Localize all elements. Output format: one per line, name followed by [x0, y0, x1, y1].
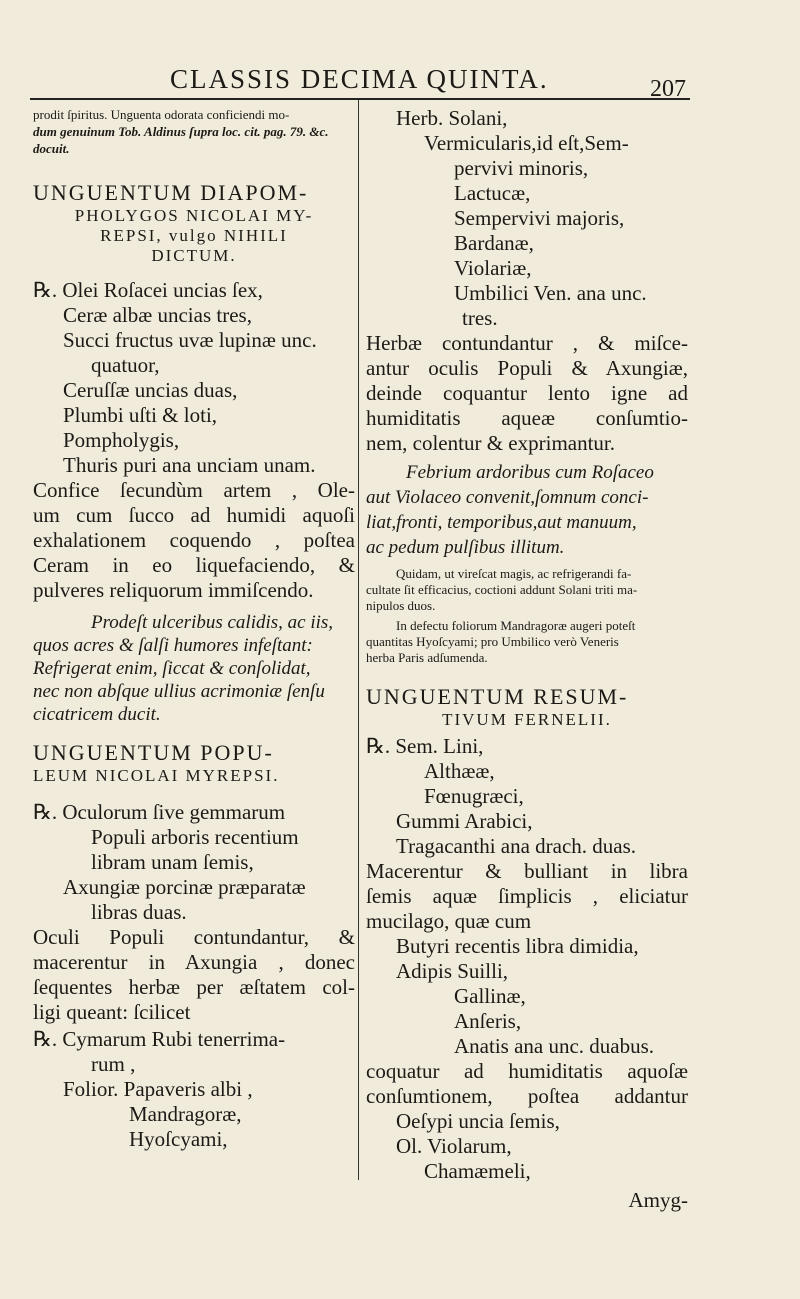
recipe-line: quatuor,	[91, 353, 160, 377]
method-line: Ol. Violarum,	[396, 1134, 512, 1158]
right-column	[366, 106, 688, 1213]
recipe-line: Herb. Solani,	[396, 106, 508, 130]
recipe-line: Sempervivi majoris,	[454, 206, 625, 230]
recipe-line: Succi fructus uvæ lupinæ unc.	[63, 328, 317, 352]
section-subheading: TIVUM FERNELII.	[442, 710, 612, 729]
recipe-list	[366, 934, 688, 1059]
recipe-line: ℞. Cymarum Rubi tenerrima-	[33, 1027, 286, 1051]
usage-line: ac pedum pulſibus illitum.	[366, 537, 565, 558]
footnote-2	[366, 618, 688, 666]
left-column	[33, 106, 355, 1152]
section-subheading: REPSI, vulgo NIHILI	[100, 226, 288, 245]
recipe-line: Anatis ana unc. duabus.	[454, 1034, 655, 1058]
recipe-line: libram unam ſemis,	[91, 850, 254, 874]
method-line: pulveres reliquorum immiſcendo.	[33, 578, 314, 602]
recipe-line: Thuris puri ana unciam unam.	[63, 453, 316, 477]
recipe-line: pervivi minoris,	[454, 156, 589, 180]
recipe-line: Butyri recentis libra dimidia,	[396, 934, 639, 958]
page-title: CLASSIS DECIMA QUINTA.	[170, 64, 549, 94]
recipe-line: Pompholygis,	[63, 428, 180, 452]
recipe-list	[33, 800, 355, 925]
footnote-1	[366, 566, 688, 614]
recipe-line: Axungiæ porcinæ præparatæ	[63, 875, 306, 899]
recipe-list	[366, 734, 688, 859]
recipe-continued	[366, 106, 688, 331]
top-note	[33, 106, 355, 157]
recipe-list	[33, 278, 355, 478]
recipe-line: Violariæ,	[454, 256, 532, 280]
recipe-list	[33, 1027, 355, 1152]
method-paragraph	[366, 859, 688, 934]
usage-line: cicatricem ducit.	[33, 704, 161, 725]
usage-line: liat,fronti, temporibus,aut manuum,	[366, 512, 637, 533]
method-line: Macerentur & bulliant in libra	[366, 859, 688, 883]
catchword: Amyg-	[628, 1188, 688, 1212]
section-subheading: DICTUM.	[151, 246, 237, 265]
method-paragraph	[366, 331, 688, 456]
recipe-line: ℞. Oculorum ſive gemmarum	[33, 800, 286, 824]
recipe-line: Folior. Papaveris albi ,	[63, 1077, 253, 1101]
method-line: nem, colentur & exprimantur.	[366, 431, 616, 455]
page-number: 207	[650, 76, 686, 102]
usage-line: nec non abſque ullius acrimoniæ ſenſu	[33, 681, 325, 702]
method-line: Herbæ contundantur , & miſce-	[366, 331, 688, 355]
section-heading: UNGUENTUM POPU-	[33, 740, 274, 765]
recipe-line: Bardanæ,	[454, 231, 534, 255]
recipe-line: Plumbi uſti & loti,	[63, 403, 218, 427]
recipe-line: Ceræ albæ uncias tres,	[63, 303, 252, 327]
method-line: ſequentes herbæ per æſtatem col-	[33, 975, 355, 999]
recipe-line: Gummi Arabici,	[396, 809, 533, 833]
footnote-line: Quidam, ut vireſcat magis, ac refrigerandi fa-	[396, 566, 632, 581]
recipe-line: Hyoſcyami,	[129, 1127, 228, 1151]
footnote-line: cultate ſit efficacius, coctioni addunt Solani triti ma-	[366, 582, 638, 597]
footnote-line: quantitas Hyoſcyami; pro Umbilico verò Veneris	[366, 634, 619, 649]
recipe-line: Althææ,	[424, 759, 495, 783]
method-line: macerentur in Axungia , donec	[33, 950, 355, 974]
usage-paragraph	[33, 611, 355, 726]
recipe-line: Ceruſſæ uncias duas,	[63, 378, 238, 402]
note-line: docuit.	[33, 141, 70, 156]
section-heading: UNGUENTUM DIAPOM-	[33, 180, 309, 205]
recipe-line: Tragacanthi ana drach. duas.	[396, 834, 637, 858]
usage-line: quos acres & ſalſi humores infeſtant:	[33, 635, 313, 656]
usage-line: Refrigerat enim, ſiccat & conſolidat,	[33, 658, 311, 679]
method-line: Ceram in eo liquefaciendo, &	[33, 553, 355, 577]
method-line: ſemis aquæ ſimplicis , eliciatur	[366, 884, 688, 908]
recipe-line: Vermicularis,id eſt,Sem-	[424, 131, 629, 155]
method-line: exhalationem coquendo , poſtea	[33, 528, 355, 552]
note-line: prodit ſpiritus. Unguenta odorata conficiendi mo-	[33, 107, 290, 122]
method-line: conſumtionem, poſtea addantur	[366, 1084, 688, 1108]
recipe-line: tres.	[462, 306, 498, 330]
method-line: coquatur ad humiditatis aquoſæ	[366, 1059, 688, 1083]
footnote-line: In defectu foliorum Mandragoræ augeri poteſt	[396, 618, 636, 633]
recipe-line: Anſeris,	[454, 1009, 522, 1033]
method-line: Oeſypi uncia ſemis,	[396, 1109, 560, 1133]
method-line: um cum ſucco ad humidi aquoſi	[33, 503, 355, 527]
recipe-line: libras duas.	[91, 900, 187, 924]
footnote-line: nipulos duos.	[366, 598, 436, 613]
recipe-line: rum ,	[91, 1052, 136, 1076]
usage-paragraph	[366, 460, 688, 560]
method-line: Oculi Populi contundantur, &	[33, 925, 355, 949]
usage-line: Prodeſt ulceribus calidis, ac iis,	[91, 612, 334, 633]
section-subheading: LEUM NICOLAI MYREPSI.	[33, 766, 280, 785]
usage-line: Febrium ardoribus cum Roſaceo	[406, 462, 654, 483]
recipe-line: Lactucæ,	[454, 181, 531, 205]
recipe-line: ℞. Olei Roſacei uncias ſex,	[33, 278, 263, 302]
footnote-line: herba Paris adſumenda.	[366, 650, 488, 665]
method-line: antur oculis Populi & Axungiæ,	[366, 356, 688, 380]
section-diapompholygos	[33, 180, 355, 726]
method-paragraph	[33, 925, 355, 1025]
recipe-line: ℞. Sem. Lini,	[366, 734, 484, 758]
note-line: dum genuinum Tob. Aldinus ſupra loc. cit. pag. 79. &c.	[33, 124, 329, 139]
column-divider	[358, 100, 359, 1180]
method-line: mucilago, quæ cum	[366, 909, 532, 933]
method-paragraph	[33, 478, 355, 603]
section-subheading: PHOLYGOS NICOLAI MY-	[74, 206, 314, 225]
method-line: Confice ſecundùm artem , Ole-	[33, 478, 355, 502]
method-line: humiditatis aqueæ conſumtio-	[366, 406, 688, 430]
usage-line: aut Violaceo convenit,ſomnum conci-	[366, 487, 649, 508]
recipe-line: Adipis Suilli,	[396, 959, 509, 983]
section-resumtivum	[366, 684, 688, 1213]
recipe-line: Gallinæ,	[454, 984, 526, 1008]
method-line: ligi queant: ſcilicet	[33, 1000, 191, 1024]
method-paragraph	[366, 1059, 688, 1213]
section-populeum	[33, 740, 355, 1152]
recipe-line: Umbilici Ven. ana unc.	[454, 281, 647, 305]
method-line: Chamæmeli,	[424, 1159, 531, 1183]
method-line: deinde coquantur lento igne ad	[366, 381, 688, 405]
recipe-line: Mandragoræ,	[129, 1102, 242, 1126]
recipe-line: Populi arboris recentium	[91, 825, 299, 849]
recipe-line: Fœnugræci,	[424, 784, 524, 808]
header-rule	[30, 98, 690, 100]
section-heading: UNGUENTUM RESUM-	[366, 684, 629, 709]
running-header	[0, 60, 800, 100]
